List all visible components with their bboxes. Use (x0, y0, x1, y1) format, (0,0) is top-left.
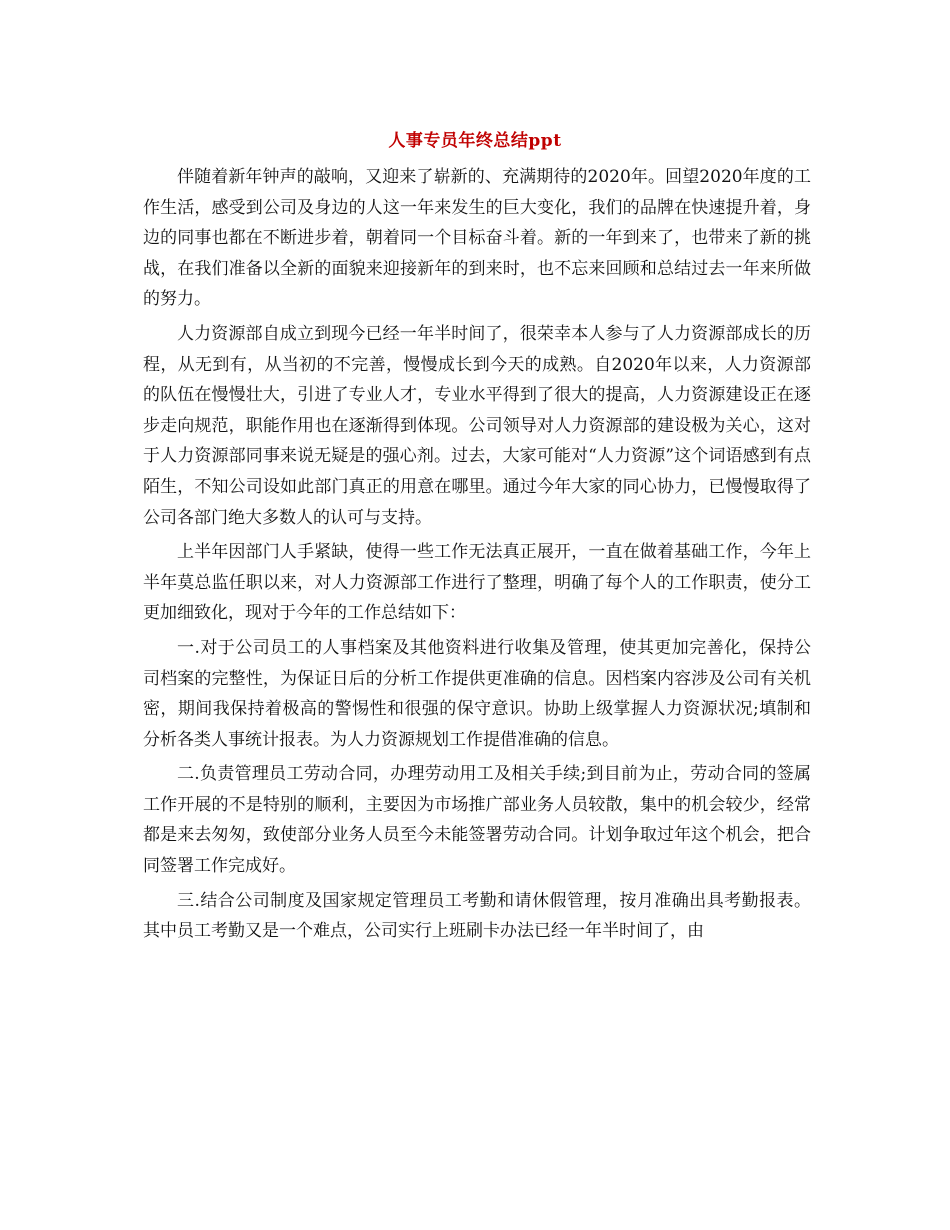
paragraph-intro: 伴随着新年钟声的敲响，又迎来了崭新的、充满期待的2020年。回望2020年度的工作生活，感受到公司及身边的人这一年来发生的巨大变化，我们的品牌在快速提升着，身边的同事也都在不断进步着，朝着同一个目标奋斗着。新的一年到来了，也带来了新的挑战，在我们准备以全新的面貌来迎接新年的到来时，也不忘来回顾和总结过去一年来所做的努力。 (143, 167, 811, 310)
document-title: 人事专员年终总结ppt (388, 131, 562, 151)
paragraph-item-3: 三.结合公司制度及国家规定管理员工考勤和请休假管理，按月准确出具考勤报表。其中员工考勤又是一个难点，公司实行上班刷卡办法已经一年半时间了，由 (143, 890, 811, 942)
paragraph-item-1: 一.对于公司员工的人事档案及其他资料进行收集及管理，使其更加完善化，保持公司档案的完整性，为保证日后的分析工作提供更准确的信息。因档案内容涉及公司有关机密，期间我保持着极高的警惕性和很强的保守意识。协助上级掌握人力资源状况;填制和分析各类人事统计报表。为人力资源规划工作提借准确的信息。 (143, 637, 811, 750)
paragraph-hr-department: 人力资源部自成立到现今已经一年半时间了，很荣幸本人参与了人力资源部成长的历程，从无到有，从当初的不完善，慢慢成长到今天的成熟。自2020年以来，人力资源部的队伍在慢慢壮大，引进了专业人才，专业水平得到了很大的提高，人力资源建设正在逐步走向规范，职能作用也在逐渐得到体现。公司领导对人力资源部的建设极为关心，这对于人力资源部同事来说无疑是的强心剂。过去，大家可能对“人力资源”这个词语感到有点陌生，不知公司设如此部门真正的用意在哪里。通过今年大家的同心协力，已慢慢取得了公司各部门绝大多数人的认可与支持。 (143, 323, 811, 528)
document-body (143, 162, 811, 951)
paragraph-item-2: 二.负责管理员工劳动合同，办理劳动用工及相关手续;到目前为止，劳动合同的签属工作开展的不是特别的顺利，主要因为市场推广部业务人员较散，集中的机会较少，经常都是来去匆匆，致使部分业务人员至今未能签署劳动合同。计划争取过年这个机会，把合同签署工作完成好。 (143, 764, 811, 877)
paragraph-first-half: 上半年因部门人手紧缺，使得一些工作无法真正展开，一直在做着基础工作，今年上半年莫总监任职以来，对人力资源部工作进行了整理，明确了每个人的工作职责，使分工更加细致化，现对于今年的工作总结如下： (143, 542, 811, 624)
